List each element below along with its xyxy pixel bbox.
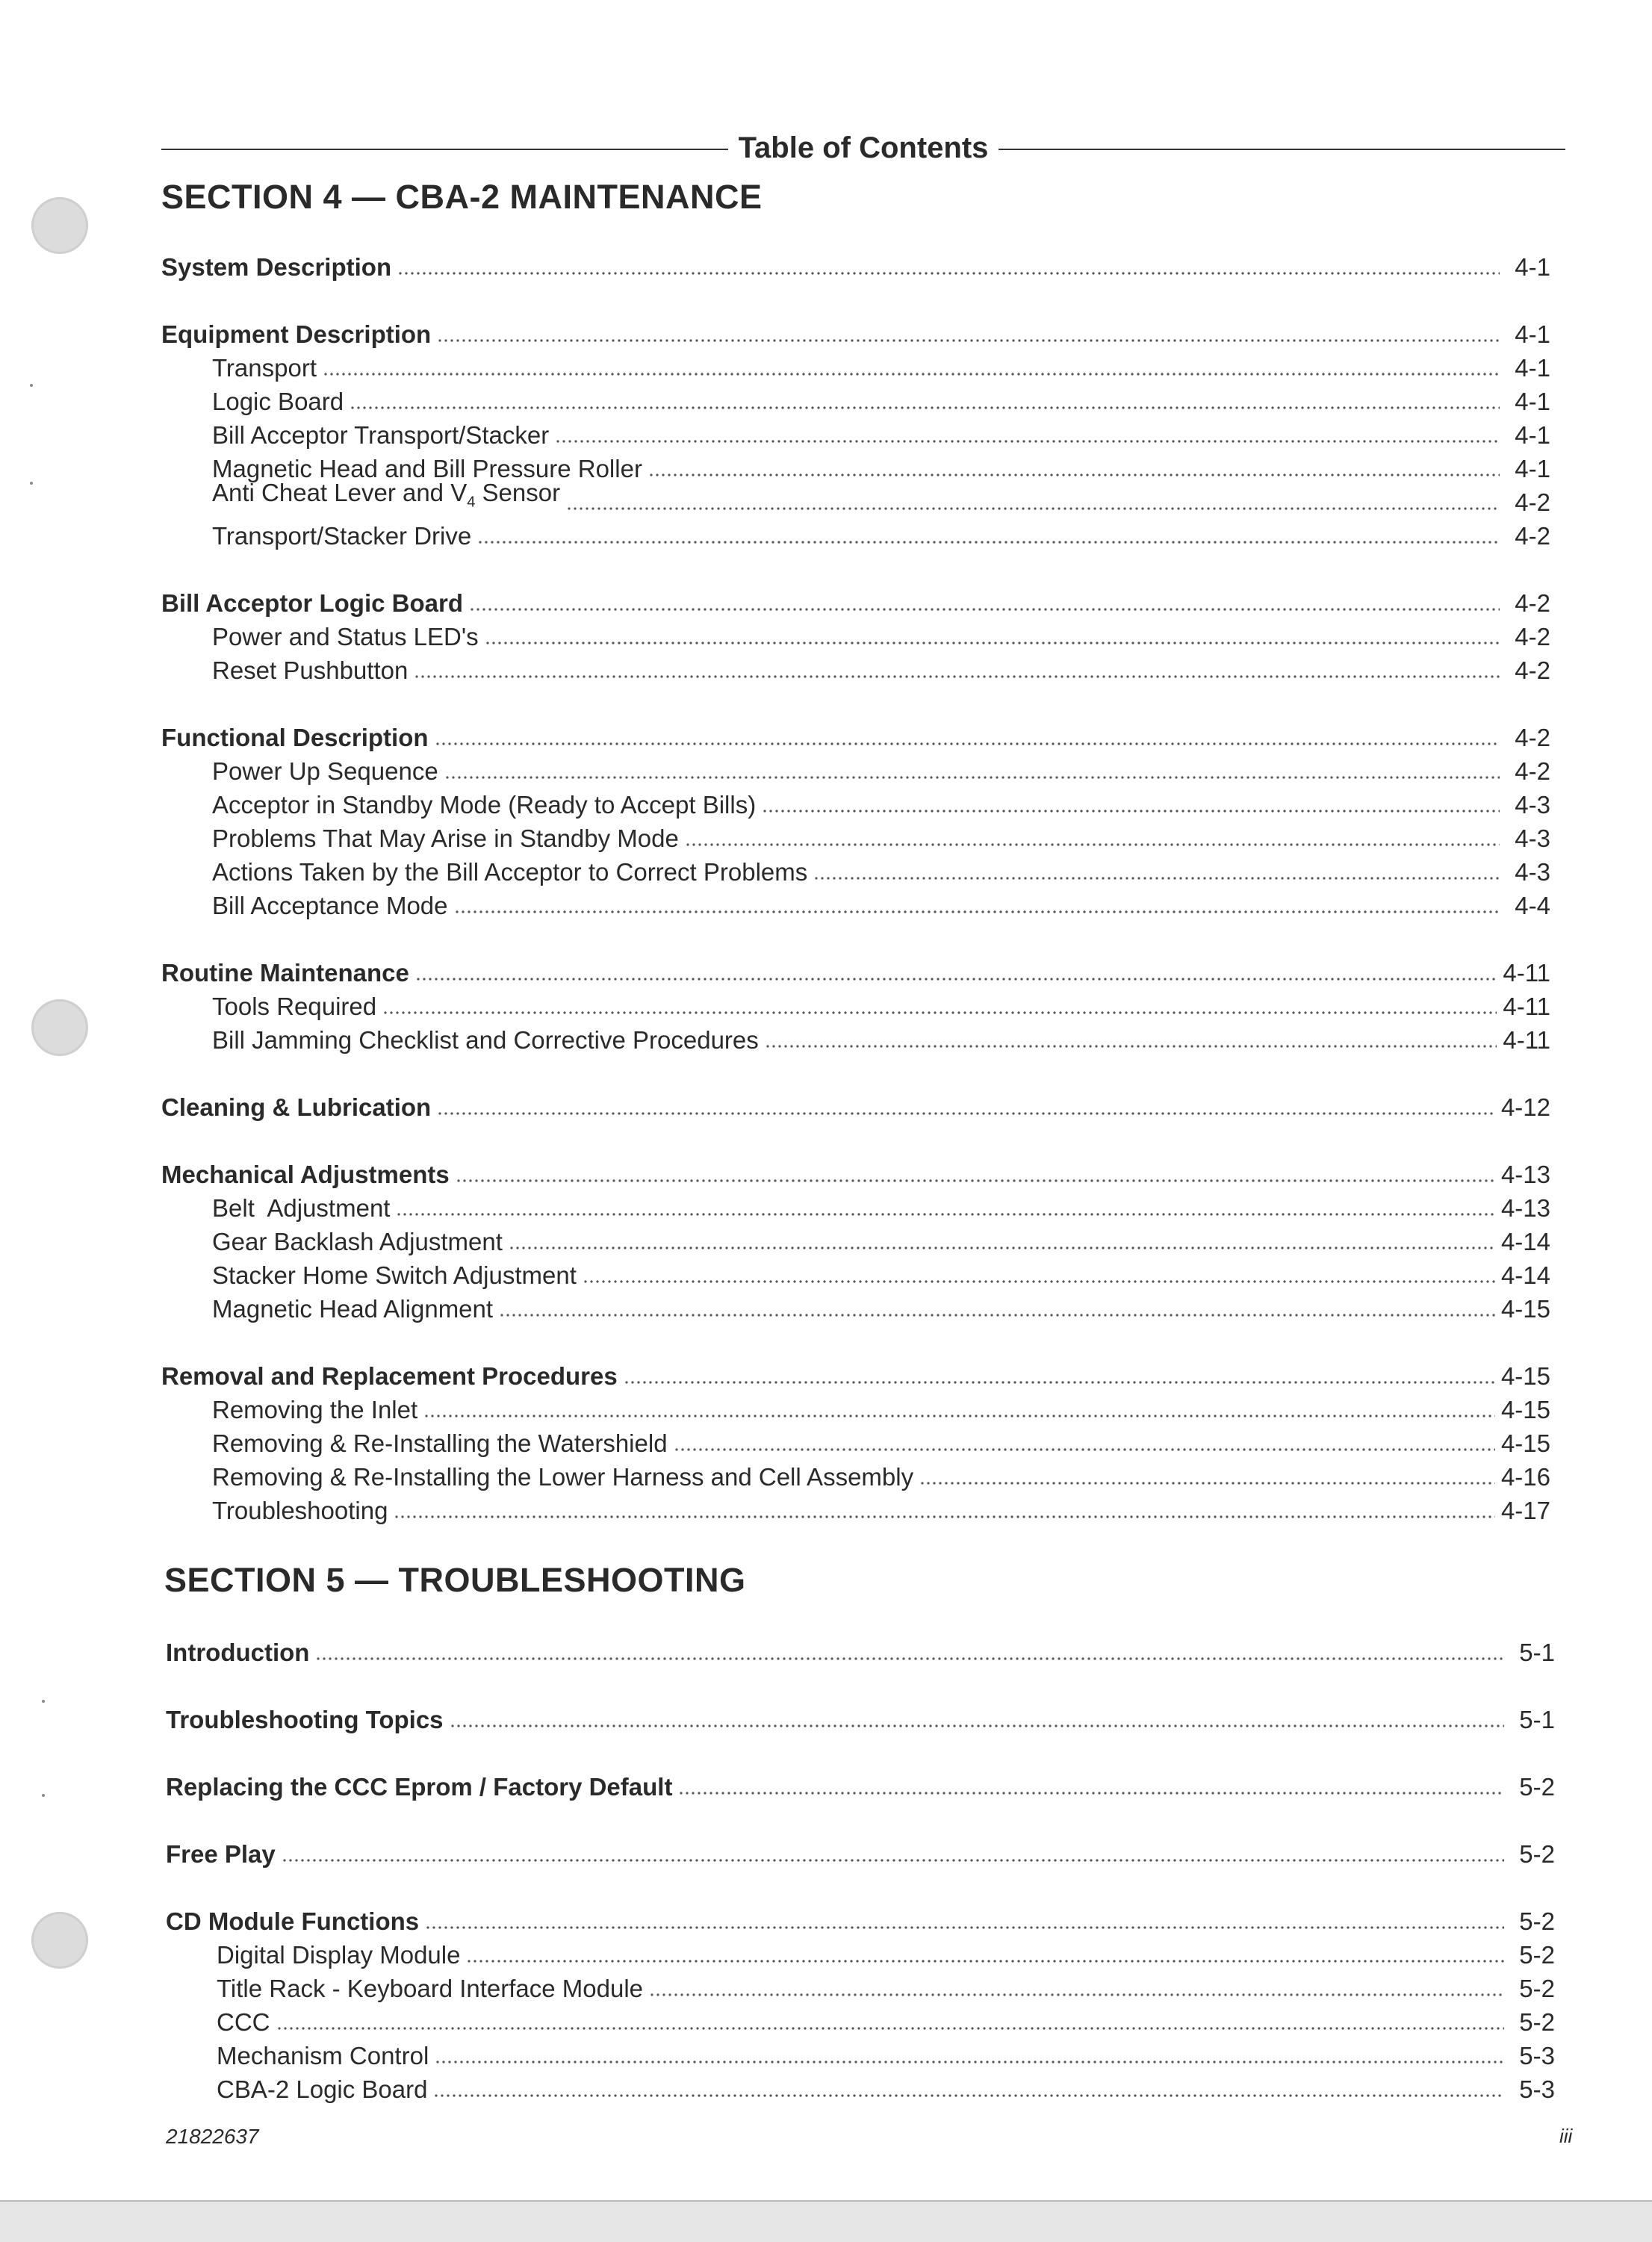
toc-entry-page: 4-15	[1500, 1295, 1550, 1323]
dot-leader	[282, 1857, 1504, 1863]
toc-entry-label: Introduction	[166, 1639, 310, 1666]
toc-subentry[interactable]	[161, 822, 1550, 855]
dot-leader	[425, 1925, 1504, 1931]
toc-entry-page: 5-2	[1519, 1907, 1555, 1935]
toc-subentry[interactable]	[161, 1192, 1550, 1225]
toc-entry-page: 5-2	[1519, 1840, 1555, 1868]
toc-entry-page: 4-1	[1515, 354, 1550, 382]
dot-leader	[648, 472, 1500, 478]
toc-entry[interactable]	[161, 1158, 1550, 1191]
toc-entry-label: Magnetic Head and Bill Pressure Roller	[212, 455, 642, 482]
toc-entry-page: 4-1	[1515, 421, 1550, 449]
toc-subentry[interactable]	[161, 352, 1550, 385]
toc-subentry[interactable]	[161, 1024, 1550, 1057]
binder-hole-icon	[31, 999, 88, 1056]
label-suffix: Sensor	[475, 479, 561, 507]
toc-entry-label: Power and Status LED's	[212, 623, 479, 650]
toc-entry[interactable]	[161, 318, 1550, 351]
toc-entry[interactable]	[161, 587, 1550, 620]
dot-leader	[433, 2093, 1504, 2099]
toc-entry-label: Gear Backlash Adjustment	[212, 1228, 503, 1255]
dot-leader	[350, 405, 1500, 411]
toc-entry-page: 4-3	[1515, 791, 1550, 819]
toc-subentry[interactable]	[161, 520, 1550, 553]
toc-entry-page: 5-1	[1519, 1706, 1555, 1733]
toc-entry-page: 4-2	[1515, 757, 1550, 785]
toc-subentry[interactable]	[161, 1394, 1550, 1426]
dot-leader	[394, 1514, 1495, 1520]
dot-leader	[624, 1379, 1495, 1385]
toc-entry-page: 4-2	[1515, 656, 1550, 684]
toc-entry-page: 4-4	[1515, 892, 1550, 919]
scan-speck	[30, 384, 33, 387]
dot-leader	[450, 1723, 1504, 1729]
toc-entry-label: Mechanism Control	[217, 2042, 429, 2069]
toc-subentry[interactable]	[161, 479, 1550, 519]
dot-leader	[315, 1656, 1504, 1662]
toc-entry-label: Removing the Inlet	[212, 1396, 418, 1423]
dot-leader	[435, 741, 1500, 747]
document-number: 21822637	[166, 2125, 259, 2148]
section-5-title: SECTION 5 — TROUBLESHOOTING	[164, 1561, 746, 1599]
toc-entry-page: 4-2	[1515, 589, 1550, 617]
dot-leader	[414, 674, 1500, 680]
dot-leader	[509, 1245, 1495, 1251]
toc-subentry[interactable]	[166, 2040, 1555, 2072]
toc-entry-label: Free Play	[166, 1840, 276, 1868]
dot-leader	[397, 270, 1500, 276]
toc-entry-label: Acceptor in Standby Mode (Ready to Accept Bills)	[212, 791, 757, 819]
toc-entry-label: Actions Taken by the Bill Acceptor to Correct Problems	[212, 858, 808, 886]
toc-entry-page: 4-1	[1515, 388, 1550, 415]
toc-entry-page: 4-15	[1500, 1362, 1550, 1390]
toc-entry-page: 4-1	[1515, 253, 1550, 281]
toc-entry[interactable]	[161, 957, 1550, 990]
toc-entry-page: 5-2	[1519, 1941, 1555, 1969]
dot-leader	[583, 1279, 1495, 1285]
toc-entry-page: 4-11	[1503, 993, 1550, 1020]
toc-entry-label: CD Module Functions	[166, 1907, 420, 1935]
toc-subentry[interactable]	[161, 1293, 1550, 1326]
toc-entry-label: Digital Display Module	[217, 1941, 461, 1969]
toc-subentry[interactable]	[161, 654, 1550, 687]
toc-entry-page: 5-3	[1519, 2075, 1555, 2103]
dot-leader	[454, 909, 1500, 915]
toc-entry-label: Title Rack - Keyboard Interface Module	[217, 1975, 644, 2002]
toc-entry-label: Mechanical Adjustments	[161, 1161, 450, 1188]
header-rule-right	[999, 149, 1565, 150]
toc-entry-label: Bill Jamming Checklist and Corrective Procedures	[212, 1026, 759, 1054]
toc-entry-label: Removing & Re-Installing the Lower Harness and Cell Assembly	[212, 1463, 914, 1491]
toc-subentry[interactable]	[166, 2006, 1555, 2039]
toc-entry-label: Belt Adjustment	[212, 1194, 391, 1222]
toc-entry-label: Tools Required	[212, 993, 377, 1020]
toc-subentry[interactable]	[161, 419, 1550, 452]
dot-leader	[276, 2025, 1505, 2031]
toc-entry-label: Cleaning & Lubrication	[161, 1093, 432, 1121]
section-4-title: SECTION 4 — CBA-2 MAINTENANCE	[161, 178, 763, 216]
toc-subentry[interactable]	[161, 755, 1550, 788]
toc-header	[161, 125, 1565, 170]
toc-entry-page: 4-15	[1500, 1429, 1550, 1457]
toc-entry-page: 4-2	[1515, 488, 1550, 516]
dot-leader	[678, 1790, 1504, 1796]
dot-leader	[437, 1111, 1495, 1117]
dot-leader	[499, 1312, 1495, 1318]
toc-subentry[interactable]	[161, 889, 1550, 922]
toc-entry-page: 4-1	[1515, 455, 1550, 482]
toc-entry-page: 5-2	[1519, 1773, 1555, 1801]
toc-entry-label: Transport/Stacker Drive	[212, 522, 472, 550]
dot-leader	[674, 1447, 1495, 1453]
dot-leader	[813, 875, 1500, 881]
toc-entry-label: Replacing the CCC Eprom / Factory Default	[166, 1773, 673, 1801]
dot-leader	[396, 1211, 1494, 1217]
toc-subentry[interactable]	[161, 621, 1550, 653]
dot-leader	[323, 371, 1500, 377]
toc-entry-page: 4-11	[1503, 959, 1550, 987]
toc-entry-label	[212, 476, 560, 519]
toc-title: Table of Contents	[738, 131, 989, 164]
scan-speck	[42, 1794, 45, 1797]
dot-leader	[469, 606, 1500, 612]
binder-hole-icon	[31, 197, 88, 254]
toc-entry[interactable]	[166, 1838, 1555, 1871]
scan-speck	[42, 1700, 45, 1703]
dot-leader	[423, 1413, 1495, 1419]
dot-leader	[444, 774, 1500, 780]
toc-entry-label: Troubleshooting Topics	[166, 1706, 444, 1733]
toc-entry-label: Reset Pushbutton	[212, 656, 409, 684]
toc-entry-page: 4-1	[1515, 320, 1550, 348]
toc-entry-label: CCC	[217, 2008, 270, 2036]
dot-leader	[437, 338, 1500, 344]
toc-entry-page: 4-16	[1500, 1463, 1550, 1491]
toc-entry-label: CBA-2 Logic Board	[217, 2075, 428, 2103]
toc-entry-page: 4-12	[1500, 1093, 1550, 1121]
toc-entry-page: 4-3	[1515, 858, 1550, 886]
toc-subentry[interactable]	[161, 1427, 1550, 1460]
dot-leader	[762, 808, 1500, 814]
dot-leader	[456, 1178, 1495, 1184]
toc-entry-label: Problems That May Arise in Standby Mode	[212, 825, 679, 852]
toc-entry[interactable]	[161, 251, 1550, 284]
dot-leader	[919, 1480, 1495, 1486]
toc-entry[interactable]	[166, 1771, 1555, 1804]
toc-entry-label: Transport	[212, 354, 317, 382]
header-rule-left	[161, 149, 728, 150]
toc-entry[interactable]	[166, 1704, 1555, 1736]
toc-entry-page: 4-14	[1500, 1228, 1550, 1255]
toc-entry-page: 5-3	[1519, 2042, 1555, 2069]
dot-leader	[649, 1992, 1504, 1998]
toc-subentry[interactable]	[161, 1226, 1550, 1258]
dot-leader	[477, 539, 1500, 545]
toc-entry-label: Equipment Description	[161, 320, 432, 348]
toc-subentry[interactable]	[166, 2073, 1555, 2106]
dot-leader	[382, 1010, 1497, 1016]
label-text: Anti Cheat Lever and V	[212, 479, 468, 507]
toc-subentry[interactable]	[166, 1939, 1555, 1972]
dot-leader	[566, 506, 1500, 512]
toc-entry-label: Functional Description	[161, 724, 429, 751]
toc-entry-label: System Description	[161, 253, 392, 281]
toc-entry-label: Stacker Home Switch Adjustment	[212, 1261, 577, 1289]
dot-leader	[415, 976, 1497, 982]
toc-entry[interactable]	[161, 1360, 1550, 1393]
dot-leader	[555, 438, 1500, 444]
toc-entry-page: 4-3	[1515, 825, 1550, 852]
toc-subentry[interactable]	[161, 1461, 1550, 1494]
toc-entry-label: Bill Acceptance Mode	[212, 892, 448, 919]
dot-leader	[685, 842, 1500, 848]
toc-subentry[interactable]	[166, 1972, 1555, 2005]
toc-entry[interactable]	[166, 1905, 1555, 1938]
toc-entry[interactable]	[161, 1091, 1550, 1124]
toc-subentry[interactable]	[161, 789, 1550, 822]
dot-leader	[485, 640, 1500, 646]
toc-subentry[interactable]	[161, 385, 1550, 418]
toc-entry-page: 4-17	[1500, 1497, 1550, 1524]
toc-entry-page: 5-1	[1519, 1639, 1555, 1666]
label-subscript: 4	[467, 494, 476, 511]
toc-subentry[interactable]	[161, 856, 1550, 889]
toc-entry-page: 4-2	[1515, 522, 1550, 550]
dot-leader	[765, 1043, 1497, 1049]
toc-entry-page: 5-2	[1519, 2008, 1555, 2036]
toc-entry-label: Magnetic Head Alignment	[212, 1295, 494, 1323]
toc-entry-label: Removing & Re-Installing the Watershield	[212, 1429, 668, 1457]
scan-bottom-edge	[0, 2200, 1652, 2242]
scan-speck	[30, 482, 33, 485]
toc-entry-page: 5-2	[1519, 1975, 1555, 2002]
toc-entry-label: Power Up Sequence	[212, 757, 438, 785]
toc-entry-page: 4-11	[1503, 1026, 1550, 1054]
toc-entry-page: 4-14	[1500, 1261, 1550, 1289]
toc-entry-page: 4-13	[1500, 1161, 1550, 1188]
toc-entry-page: 4-2	[1515, 724, 1550, 751]
toc-entry-page: 4-15	[1500, 1396, 1550, 1423]
toc-entry-label: Routine Maintenance	[161, 959, 409, 987]
toc-entry-label: Removal and Replacement Procedures	[161, 1362, 618, 1390]
toc-entry[interactable]	[166, 1636, 1555, 1669]
toc-entry-label: Logic Board	[212, 388, 344, 415]
dot-leader	[466, 1958, 1504, 1964]
toc-subentry[interactable]	[161, 1259, 1550, 1292]
page-number: iii	[1559, 2125, 1573, 2147]
dot-leader	[435, 2059, 1504, 2065]
toc-subentry[interactable]	[161, 990, 1550, 1023]
toc-entry[interactable]	[161, 721, 1550, 754]
toc-subentry[interactable]	[161, 1494, 1550, 1527]
toc-entry-label: Bill Acceptor Transport/Stacker	[212, 421, 550, 449]
toc-entry-label: Troubleshooting	[212, 1497, 388, 1524]
binder-hole-icon	[31, 1912, 88, 1969]
toc-entry-page: 4-2	[1515, 623, 1550, 650]
toc-entry-label: Bill Acceptor Logic Board	[161, 589, 463, 617]
toc-entry-page: 4-13	[1500, 1194, 1550, 1222]
